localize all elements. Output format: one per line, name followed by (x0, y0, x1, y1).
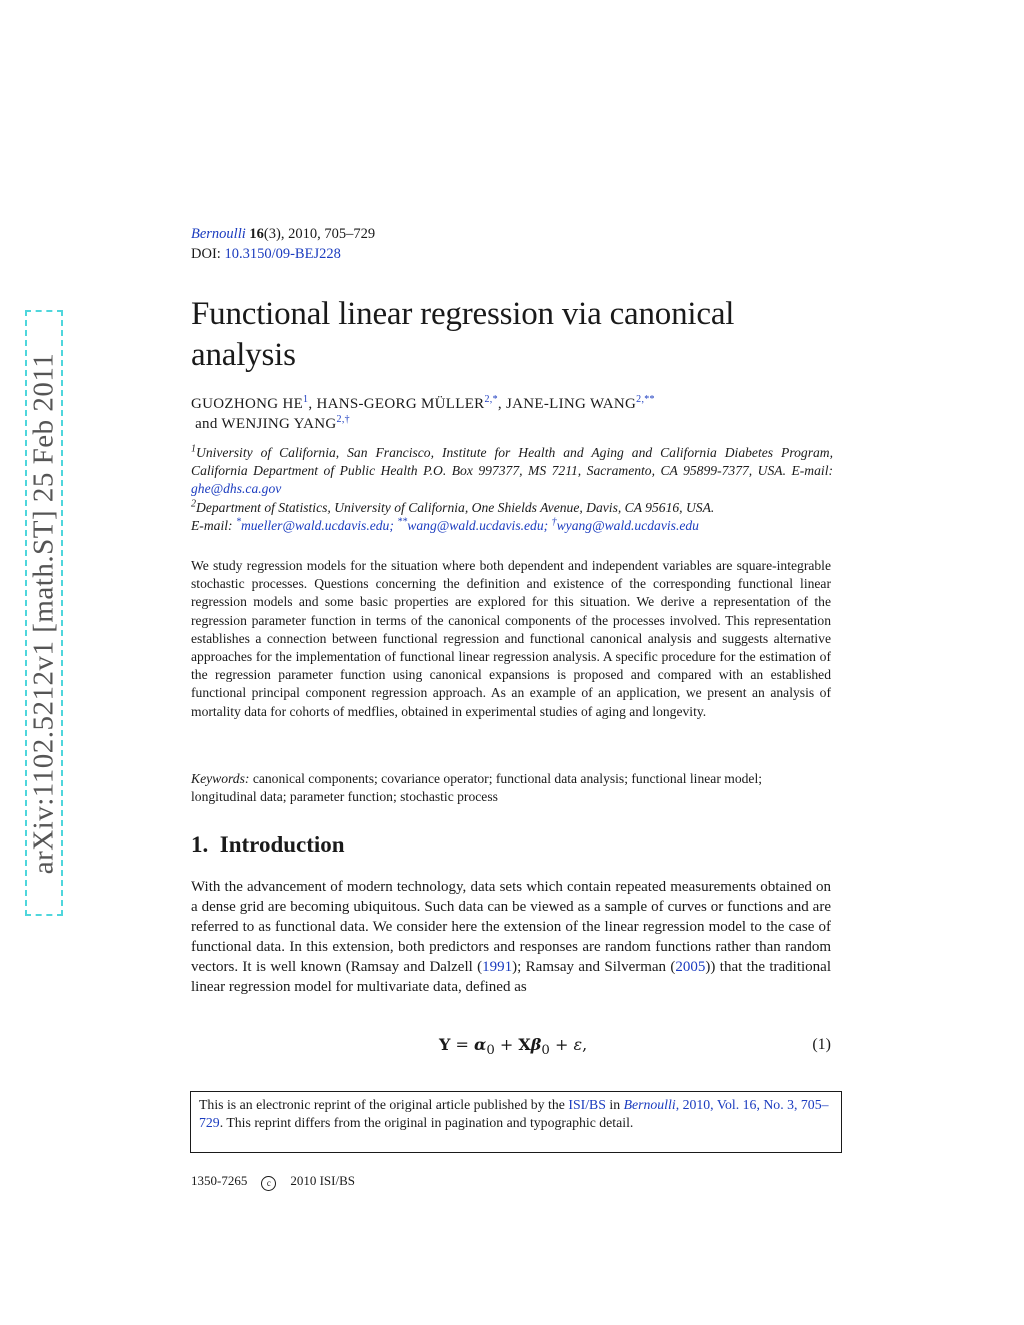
doi-link[interactable]: 10.3150/09-BEJ228 (224, 246, 341, 262)
email-link[interactable]: wang@wald.ucdavis.edu; (407, 517, 549, 533)
affiliation-number: 2 (191, 498, 196, 510)
eq-subscript: 0 (486, 1043, 495, 1059)
section-title: Introduction (219, 832, 345, 857)
affiliations (191, 444, 833, 535)
author-name: HANS-GEORG MÜLLER (316, 396, 485, 412)
reprint-text: in (609, 1097, 621, 1112)
intro-text: )) that the traditional linear regression model for multivariate data, defined as (191, 959, 831, 996)
equation-number: (1) (812, 1036, 831, 1053)
author-affil-ref[interactable]: 2,† (336, 414, 350, 425)
equation-1 (191, 1034, 831, 1059)
author-and: and (195, 416, 218, 432)
intro-text: With the advancement of modern technology, data sets which contain repeated measurements obtained on a dense grid are becoming ubiquitous. Such data can be viewed as a sample of curves or functions and are referred to as functional data. We consider here the extension of the linear regression model to the case of functional data. In this extension, both predictors and responses are random functions rather than random vectors. It is well known (Ramsay and Dalzell ( (191, 879, 831, 976)
author-affil-ref[interactable]: 2,** (636, 394, 655, 405)
eq-subscript: 0 (541, 1043, 550, 1059)
eq-symbol: X (518, 1035, 531, 1054)
reprint-notice-box (190, 1091, 842, 1153)
email-link[interactable]: mueller@wald.ucdavis.edu; (240, 517, 394, 533)
affiliation-number: 1 (191, 443, 196, 455)
eq-symbol: ε (573, 1035, 583, 1054)
keywords-label: Keywords: (191, 771, 250, 786)
reprint-text: . This reprint differs from the original in pagination and typographic detail. (219, 1115, 634, 1131)
email-label: E-mail: (191, 517, 233, 533)
affiliation-1 (191, 444, 833, 499)
reprint-details-link[interactable]: , 2010, Vol. 16, No. 3, 705–729 (199, 1097, 829, 1131)
citation-year-link[interactable]: 2005 (675, 959, 706, 976)
arxiv-stamp (25, 310, 63, 916)
abstract: We study regression models for the situation where both dependent and independent variables are square-integrable stochastic processes. Questions concerning the definition and existence of the corresponding functional linear regression models and some basic properties are explored for this situation. We derive a representation of the regression parameter function in terms of the canonical components of the processes involved. This representation establishes a connection between functional regression and functional canonical analysis and suggests alternative approaches for the implementation of functional linear regression analysis. A specific procedure for the estimation of the regression parameter function using canonical expansions is proposed and compared with an established functional principal component regression approach. As an example of an application, we present an analysis of mortality data for cohorts of medflies, obtained in experimental studies of aging and longevity. (191, 558, 831, 719)
eq-symbol: α (474, 1035, 487, 1054)
keywords-text: canonical components; covariance operator; functional data analysis; functional linear model; longitudinal data; parameter function; stochastic process (191, 771, 763, 805)
intro-paragraph (191, 877, 831, 998)
eq-symbol: = (450, 1035, 474, 1054)
author-list: GUOZHONG $HE^1$, HANS-GEORG $MÜLLER^{2,*}$, JANE-LING $WANG^{2,**}$ and WENJING $YANG^{2,\dagger}$ (191, 394, 655, 432)
email-link[interactable]: wyang@wald.ucdavis.edu (556, 517, 699, 533)
section-number: 1. (191, 832, 209, 857)
copyright-icon: c (261, 1176, 276, 1191)
intro-text: ); Ramsay and Silverman ( (512, 959, 676, 976)
journal-header (191, 224, 375, 264)
journal-volume: 16 (249, 226, 264, 242)
doi-line (191, 244, 375, 264)
eq-symbol: + (549, 1035, 574, 1054)
issn: 1350-7265 (191, 1173, 248, 1188)
copyright-text: 2010 ISI/BS (290, 1173, 355, 1188)
author-name: GUOZHONG HE (191, 396, 304, 412)
footer (191, 1173, 355, 1191)
journal-name-link[interactable]: Bernoulli (191, 226, 246, 242)
email-marker: † (551, 516, 557, 528)
reprint-journal-link[interactable]: Bernoulli (623, 1097, 676, 1112)
eq-symbol: + (494, 1035, 519, 1054)
email-marker: ** (397, 516, 408, 528)
eq-symbol: Y (439, 1035, 451, 1054)
author-name: WENJING YANG (221, 416, 337, 432)
doi-label: DOI: (191, 246, 221, 262)
email-marker: * (235, 516, 241, 528)
isibs-link[interactable]: ISI/BS (568, 1097, 606, 1112)
author-affil-ref[interactable]: 2,* (484, 394, 498, 405)
equation-body (439, 1034, 587, 1062)
paper-title: Functional linear regression via canonical analysis (191, 296, 735, 373)
journal-citation (191, 224, 375, 244)
arxiv-stamp-text: arXiv:1102.5212v1 [math.ST] 25 Feb 2011 (27, 352, 60, 874)
author-name: JANE-LING WANG (506, 396, 637, 412)
eq-symbol: β (530, 1035, 542, 1054)
affiliation-text: University of California, San Francisco, Institute for Health and Aging and California Diabetes Program, California Department of Public Health P.O. Box 997377, MS 7211, Sacramento, CA 95899-7377, USA. E-mail: (191, 445, 833, 479)
author-affil-ref[interactable]: 1 (303, 394, 309, 405)
section-heading (191, 830, 345, 860)
journal-issue-pages: (3), 2010, 705–729 (263, 226, 376, 242)
affiliation-text: Department of Statistics, University of California, One Shields Avenue, Davis, CA 95616, USA. (196, 499, 715, 515)
keywords (191, 770, 831, 806)
citation-year-link[interactable]: 1991 (482, 959, 513, 976)
reprint-text: This is an electronic reprint of the original article published by the (199, 1097, 565, 1112)
email-link[interactable]: ghe@dhs.ca.gov (191, 481, 282, 497)
eq-symbol: , (582, 1035, 588, 1054)
affiliation-2 (191, 499, 833, 535)
